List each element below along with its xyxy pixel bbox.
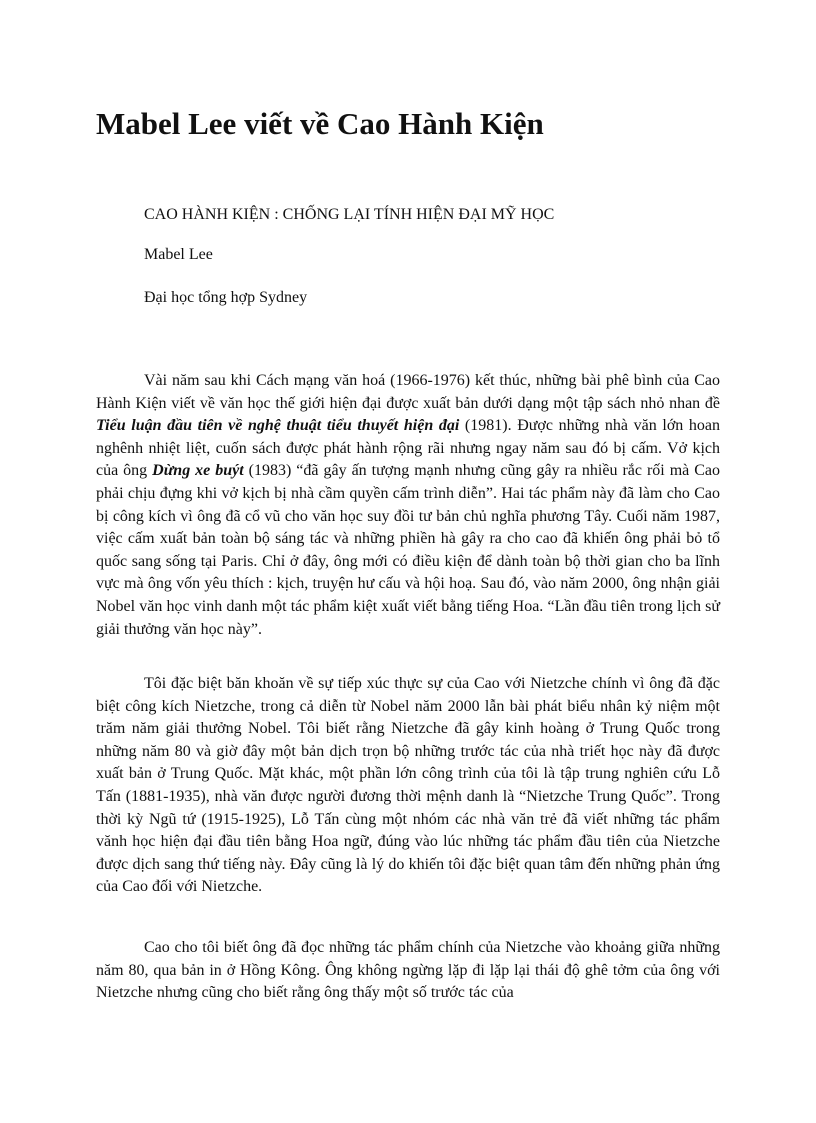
play-title-bus-stop: Dừng xe buýt: [152, 462, 244, 480]
paragraph-1-text-a: Vài năm sau khi Cách mạng văn hoá (1966-1976) kết thúc, những bài phê bình của Cao Hành Kiện viết về văn học thế giới hiện đại được xuất bản dưới dạng một tập sách nhỏ nhan đề: [96, 372, 720, 412]
paragraph-1-text-c: (1983) “đã gây ấn tượng mạnh nhưng cũng gây ra nhiều rắc rối mà Cao phải chịu đựng khi vở kịch bị nhà cầm quyền cấm trình diễn”. Hai tác phẩm này đã làm cho Cao bị công kích vì ông đã cổ vũ cho văn học suy đồi tư bản chủ nghĩa phương Tây. Cuối năm 1987, việc cấm xuất bản toàn bộ sáng tác và những phiền hà gây ra cho cao đã khiến ông phải bỏ tổ quốc sang sống tại Paris. Chỉ ở đây, ông mới có điều kiện để dành toàn bộ thời gian cho ba lĩnh vực mà ông vốn yêu thích : kịch, truyện hư cấu và hội hoạ. Sau đó, vào năm 2000, ông nhận giải Nobel văn học vinh danh một tác phẩm kiệt xuất viết bằng tiếng Hoa. “Lần đầu tiên trong lịch sử giải thưởng văn học này”.: [96, 462, 720, 638]
paragraph-2: Tôi đặc biệt băn khoăn về sự tiếp xúc thực sự của Cao với Nietzche chính vì ông đã đặc biệt công kích Nietzche, trong cả diễn từ Nobel năm 2000 lẫn bài phát biểu nhân kỷ niệm một trăm năm giải thưởng Nobel. Tôi biết rằng Nietzche đã gây kinh hoàng ở Trung Quốc trong những năm 80 và giờ đây một bản dịch trọn bộ những trước tác của nhà triết học này đã được xuất bản ở Trung Quốc. Mặt khác, một phần lớn công trình của tôi là tập trung nghiên cứu Lỗ Tấn (1881-1935), nhà văn được người đương thời mệnh danh là “Nietzche Trung Quốc”. Trong thời kỳ Ngũ tứ (1915-1925), Lỗ Tấn cùng một nhóm các nhà văn trẻ đã viết những tác phẩm vănh học hiện đại đầu tiên bằng Hoa ngữ, đúng vào lúc những tác phẩm đầu tiên của Nietzche được dịch sang thứ tiếng này. Đây cũng là lý do khiến tôi đặc biệt quan tâm đến những phản ứng của Cao đối với Nietzche.: [96, 675, 720, 896]
book-title-essay: Tiểu luận đầu tiên về nghệ thuật tiểu thuyết hiện đại: [96, 417, 460, 435]
paragraph-1: [96, 370, 720, 641]
paragraph-3: Cao cho tôi biết ông đã đọc những tác phẩm chính của Nietzche vào khoảng giữa những năm 80, qua bản in ở Hồng Kông. Ông không ngừng lặp đi lặp lại thái độ ghê tởm của ông với Nietzche nhưng cũng cho biết rằng ông thấy một số trước tác của: [96, 939, 720, 1002]
document-title: Mabel Lee viết về Cao Hành Kiện: [96, 106, 544, 141]
author-name: Mabel Lee: [144, 246, 213, 263]
paragraph-1-text-b: (1981). Được những nhà văn lớn hoan nghênh nhiệt liệt, cuốn sách được phát hành rộng rãi nhưng ngay năm sau đó bị cấm. Vở kịch của ông: [96, 417, 721, 480]
article-heading: CAO HÀNH KIỆN : CHỐNG LẠI TÍNH HIỆN ĐẠI MỸ HỌC: [144, 206, 555, 223]
author-affiliation: Đại học tổng hợp Sydney: [144, 289, 308, 306]
